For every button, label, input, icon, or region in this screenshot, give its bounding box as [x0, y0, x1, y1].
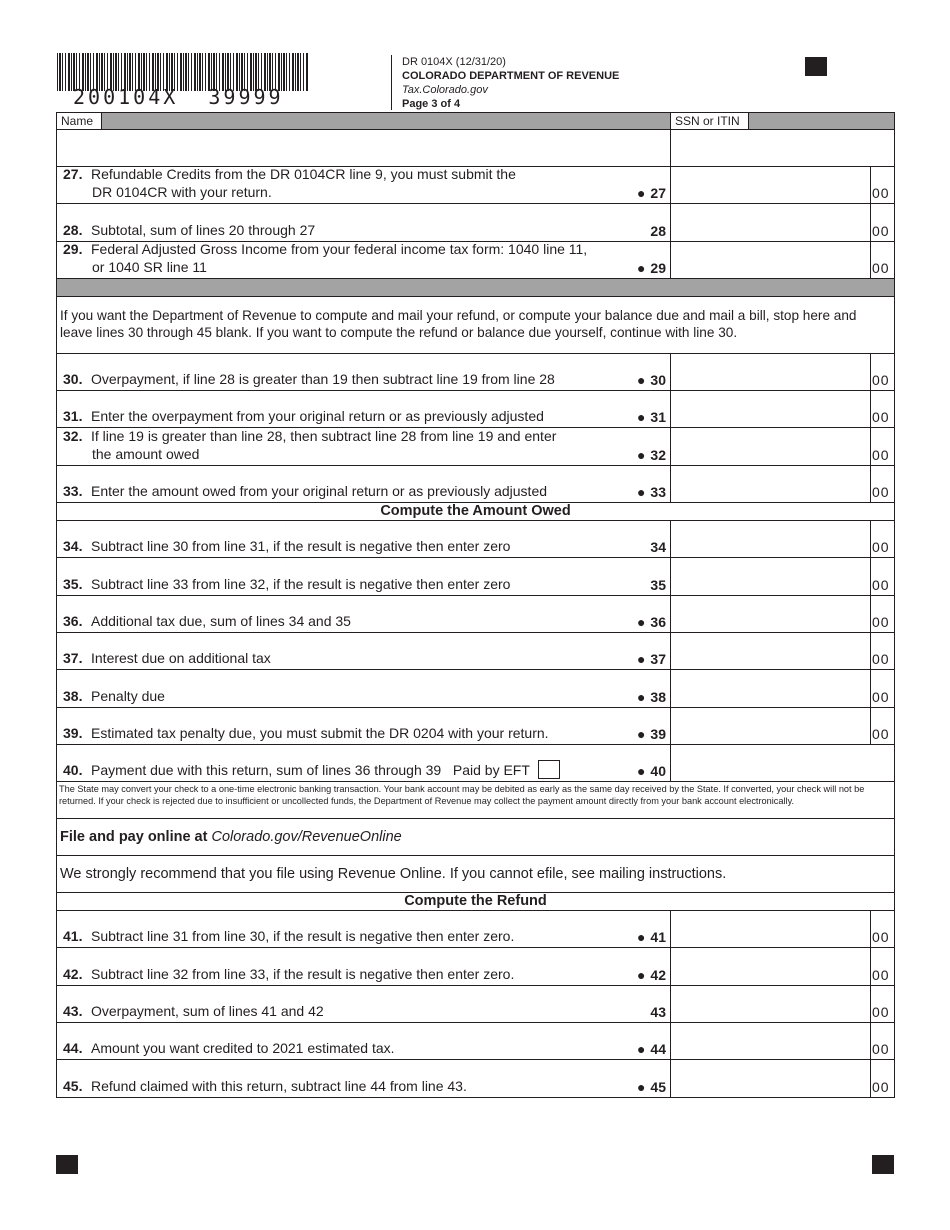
line-ref: ● 38: [636, 688, 666, 705]
line-number: 35.: [63, 575, 83, 592]
bullet-icon: ●: [636, 688, 646, 705]
line-29: [56, 242, 895, 279]
line-text: If line 19 is greater than line 28, then subtract line 28 from line 19 and enter: [91, 427, 557, 444]
line-number: 38.: [63, 687, 83, 704]
bullet-icon: ●: [636, 1078, 646, 1095]
cents: 00: [872, 446, 890, 463]
line-text: Additional tax due, sum of lines 34 and 35: [91, 612, 351, 629]
line-ref: ● 44: [636, 1041, 666, 1058]
cents: 00: [872, 372, 890, 389]
bullet-icon: ●: [636, 446, 646, 463]
cents: 00: [872, 688, 890, 705]
line-number: 43.: [63, 1003, 83, 1020]
line-number: 30.: [63, 371, 83, 388]
line-ref: 35: [650, 576, 666, 593]
form-header: [402, 55, 619, 111]
amount-field-29[interactable]: [671, 242, 870, 278]
revenue-online-link[interactable]: Colorado.gov/RevenueOnline: [211, 829, 402, 846]
name-label: Name: [57, 113, 102, 129]
section-refund: Compute the Refund: [56, 893, 895, 911]
cents: 00: [872, 725, 890, 742]
amount-field-27[interactable]: [671, 167, 870, 203]
line-number: 32.: [63, 427, 83, 444]
line-number: 40.: [63, 762, 83, 779]
bullet-icon: ●: [636, 725, 646, 742]
line-33: [56, 466, 895, 503]
line-number: 42.: [63, 965, 83, 982]
line-34: [56, 521, 895, 558]
cents: 00: [872, 1041, 890, 1058]
line-40: [56, 745, 895, 782]
registration-mark-bottom-right: [872, 1155, 894, 1174]
line-number: 45.: [63, 1077, 83, 1094]
line-number: 39.: [63, 724, 83, 741]
line-text: Enter the amount owed from your original return or as previously adjusted: [91, 483, 548, 500]
line-number: 28.: [63, 221, 83, 238]
bullet-icon: ●: [636, 1041, 646, 1058]
line-text-cont: DR 0104CR with your return.: [92, 184, 272, 201]
amount-field-43[interactable]: [671, 986, 870, 1022]
line-ref: ● 45: [636, 1078, 666, 1095]
form-body: [56, 112, 895, 1098]
line-text: Subtract line 30 from line 31, if the result is negative then enter zero: [91, 538, 511, 555]
line-number: 36.: [63, 612, 83, 629]
line-text: Overpayment, if line 28 is greater than 19 then subtract line 19 from line 28: [91, 371, 555, 388]
amount-field-39[interactable]: [671, 708, 870, 744]
cents: 00: [872, 651, 890, 668]
amount-field-42[interactable]: [671, 948, 870, 984]
amount-field-36[interactable]: [671, 596, 870, 632]
line-text: Penalty due: [91, 687, 165, 704]
line-number: 41.: [63, 928, 83, 945]
cents: 00: [872, 613, 890, 630]
cents: 00: [872, 409, 890, 426]
bullet-icon: ●: [636, 929, 646, 946]
line-28: [56, 204, 895, 241]
section-amount-owed: Compute the Amount Owed: [56, 503, 895, 521]
amount-field-34[interactable]: [671, 521, 870, 557]
line-27: [56, 167, 895, 204]
line-ref: ● 33: [636, 484, 666, 501]
line-text: Refund claimed with this return, subtract line 44 from line 43.: [91, 1077, 467, 1094]
cents: 00: [872, 185, 890, 202]
cents: 00: [872, 929, 890, 946]
line-text: Interest due on additional tax: [91, 650, 271, 667]
name-ssn-entry-row: [56, 130, 895, 167]
file-online-label: File and pay online at: [60, 829, 212, 846]
line-text: Subtract line 32 from line 33, if the result is negative then enter zero.: [91, 965, 515, 982]
bullet-icon: ●: [636, 613, 646, 630]
line-ref: ● 36: [636, 613, 666, 630]
line-text: Overpayment, sum of lines 41 and 42: [91, 1003, 324, 1020]
bullet-icon: ●: [636, 651, 646, 668]
line-45: [56, 1060, 895, 1097]
line-text: Federal Adjusted Gross Income from your federal income tax form: 1040 line 11,: [91, 240, 588, 257]
form-id: DR 0104X (12/31/20): [402, 56, 506, 68]
line-number: 37.: [63, 650, 83, 667]
bullet-icon: ●: [636, 484, 646, 501]
barcode-number: 200104X 39999: [73, 85, 284, 109]
line-36: [56, 596, 895, 633]
line-number: 34.: [63, 538, 83, 555]
registration-mark-bottom-left: [56, 1155, 78, 1174]
line-number: 27.: [63, 166, 83, 183]
amount-field-38[interactable]: [671, 670, 870, 706]
amount-field-41[interactable]: [671, 911, 870, 947]
amount-field-37[interactable]: [671, 633, 870, 669]
line-42: [56, 948, 895, 985]
line-text-cont: the amount owed: [92, 445, 200, 462]
line-44: [56, 1023, 895, 1060]
bullet-icon: ●: [636, 185, 646, 202]
gray-divider: [56, 279, 895, 297]
line-ref: ● 37: [636, 651, 666, 668]
line-text: Enter the overpayment from your original return or as previously adjusted: [91, 408, 544, 425]
cents: 00: [872, 1004, 890, 1021]
ssn-input[interactable]: [671, 130, 894, 166]
line-ref: ● 31: [636, 409, 666, 426]
bullet-icon: ●: [636, 409, 646, 426]
file-online-notice: [56, 819, 895, 856]
check-conversion-notice: The State may convert your check to a one-time electronic banking transaction. Your bank account may be debited as early as the same day received by the State. If converted, your check will not be returned. If your check is rejected due to insufficient or uncollected funds, the Department of Revenue may collect the payment amount directly from your bank account electronically.: [56, 782, 895, 819]
amount-field-30[interactable]: [671, 354, 870, 390]
amount-field-44[interactable]: [671, 1023, 870, 1059]
eft-checkbox[interactable]: [538, 760, 560, 779]
cents: 00: [872, 259, 890, 276]
line-30: [56, 354, 895, 391]
line-text: Subtotal, sum of lines 20 through 27: [91, 221, 316, 238]
line-ref: ● 27: [636, 185, 666, 202]
amount-field-32[interactable]: [671, 428, 870, 464]
cents: 00: [872, 484, 890, 501]
line-ref: ● 41: [636, 929, 666, 946]
line-text: Refundable Credits from the DR 0104CR line 9, you must submit the: [91, 166, 516, 183]
line-text: Estimated tax penalty due, you must submit the DR 0204 with your return.: [91, 724, 549, 741]
line-text: Amount you want credited to 2021 estimated tax.: [91, 1040, 395, 1057]
bullet-icon: ●: [636, 372, 646, 389]
cents: 00: [872, 222, 890, 239]
line-32: [56, 428, 895, 465]
line-number: 31.: [63, 408, 83, 425]
bullet-icon: ●: [636, 259, 646, 276]
cents: 00: [872, 576, 890, 593]
line-ref: ● 42: [636, 966, 666, 983]
website: Tax.Colorado.gov: [402, 84, 488, 96]
line-text: Payment due with this return, sum of lines 36 through 39: [91, 762, 442, 779]
amount-field-35[interactable]: [671, 558, 870, 594]
line-ref: 28: [650, 222, 666, 239]
line-ref: ● 39: [636, 725, 666, 742]
line-ref: 43: [650, 1004, 666, 1021]
page-number: Page 3 of 4: [402, 98, 461, 110]
amount-field-45[interactable]: [671, 1060, 870, 1096]
cents: 00: [872, 966, 890, 983]
bullet-icon: ●: [636, 966, 646, 983]
ssn-label: SSN or ITIN: [670, 113, 749, 129]
line-43: [56, 986, 895, 1023]
amount-field-31[interactable]: [671, 391, 870, 427]
line-ref: 34: [650, 539, 666, 556]
line-number: 29.: [63, 240, 83, 257]
line-ref: ● 40: [636, 763, 666, 780]
line-number: 44.: [63, 1040, 83, 1057]
instruction-note: If you want the Department of Revenue to compute and mail your refund, or compute your balance due and mail a bill, stop here and leave lines 30 through 45 blank. If you want to compute the refund or balance due yourself, continue with line 30.: [56, 297, 895, 354]
cents: 00: [872, 1078, 890, 1095]
line-ref: ● 32: [636, 446, 666, 463]
line-31: [56, 391, 895, 428]
header-divider: [391, 55, 392, 110]
line-text: Subtract line 33 from line 32, if the result is negative then enter zero: [91, 575, 511, 592]
eft-label: Paid by EFT: [452, 762, 530, 779]
registration-mark-top-right: [805, 57, 827, 76]
line-35: [56, 558, 895, 595]
line-text: Subtract line 31 from line 30, if the result is negative then enter zero.: [91, 928, 515, 945]
name-input[interactable]: [57, 130, 670, 166]
line-number: 33.: [63, 483, 83, 500]
line-37: [56, 633, 895, 670]
amount-field-28[interactable]: [671, 204, 870, 240]
cents: 00: [872, 539, 890, 556]
line-39: [56, 708, 895, 745]
line-ref: ● 29: [636, 259, 666, 276]
amount-field-33[interactable]: [671, 466, 870, 502]
line-41: [56, 911, 895, 948]
line-ref: ● 30: [636, 372, 666, 389]
amount-field-40[interactable]: [671, 745, 894, 781]
name-ssn-bar: [56, 112, 895, 130]
bullet-icon: ●: [636, 763, 646, 780]
line-38: [56, 670, 895, 707]
line-text-cont: or 1040 SR line 11: [92, 258, 207, 275]
department-name: COLORADO DEPARTMENT OF REVENUE: [402, 70, 620, 82]
efile-recommendation: We strongly recommend that you file using Revenue Online. If you cannot efile, see mailing instructions.: [56, 856, 895, 893]
